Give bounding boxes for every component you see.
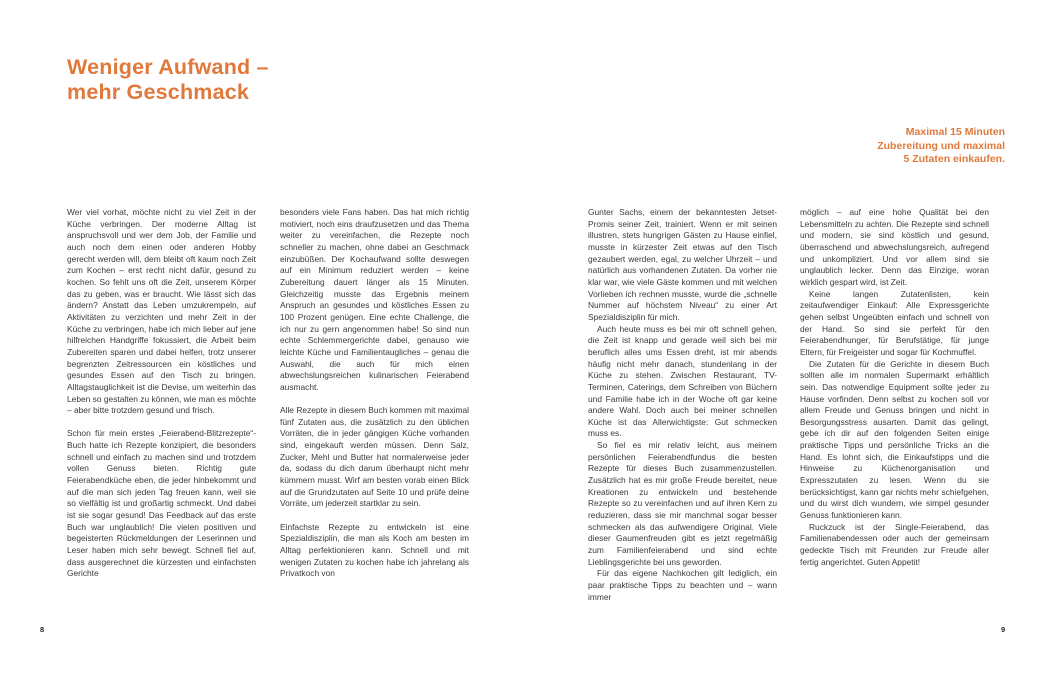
chapter-title-line-2: mehr Geschmack [67,80,250,104]
paragraph: Alle Rezepte in diesem Buch kommen mit maximal fünf Zutaten aus, die zusätzlich zu den üblichen Vorräten, die in jeder gängigen Küche vorhanden sind, eingekauft werden müssen. Denn Salz, Zucker, Mehl und Butter hat normalerweise jeder da, sodass du dich darum überhaupt nicht mehr kümmern musst. Wirf am besten vorab einen Blick auf die Grundzutaten auf Seite 10 und prüfe deine Vorräte, um jederzeit startklar zu sein. [280,405,469,509]
paragraph: Für das eigene Nachkochen gilt lediglich, ein paar praktische Tipps zu beachten und – wann immer [588,568,777,602]
chapter-title [67,55,269,105]
paragraph: Wer viel vorhat, möchte nicht zu viel Zeit in der Küche verbringen. Der moderne Alltag ist anspruchsvoll und wer dem Job, der Familie und auch noch dem einen oder anderen Hobby gerecht werden will, dem bleibt oft kaum noch Zeit zum Kochen – erst recht nicht dafür, gesund zu kochen. So fehlt uns oft die Zeit, unserem Körper das zu geben, was er braucht. Wie lässt sich das ändern? Anstatt das Leben umzukrempeln, auf Aktivitäten zu verzichten und mehr Zeit in der Küche zu verbringen, habe ich mich lieber auf jene hilfreichen Handgriffe fokussiert, die Arbeit beim Zubereiten sparen und dabei helfen, trotz unserer begrenzten Zeitressourcen ein köstliches und gesundes Essen auf den Tisch zu bringen. Alltagstauglichkeit ist die Devise, um weiterhin das Leben so gestalten zu können, wie man es möchte – aber bitte trotzdem gesund und frisch. [67,207,256,416]
callout-line-2: Zubereitung und maximal [877,139,1005,152]
callout-line-3: 5 Zutaten einkaufen. [903,153,1005,165]
text-column-1 [67,207,256,580]
paragraph: Gunter Sachs, einem der bekanntesten Jetset-Promis seiner Zeit, trainiert. Wenn er mit seinen illustren, stets hungrigen Gästen zu Hause einfiel, musste in kürzester Zeit etwas auf den Tisch gezaubert werden, egal, zu welcher Uhrzeit – und natürlich aus vorhandenen Zutaten. Da vorher nie klar war, wie viele Gäste kommen und mit welchen Vorlieben ich rechnen musste, wurde die „schnelle Nummer auf höchstem Niveau“ zu einer Art Spezialdisziplin für mich. [588,207,777,322]
page-number-left: 8 [40,625,45,634]
page-number-right: 9 [1001,625,1006,634]
paragraph: möglich – auf eine hohe Qualität bei den Lebensmitteln zu achten. Die Rezepte sind schnell und modern, sie sind köstlich und gesund, überraschend und abwechslungsreich, aufregend und unkompliziert. Und vor allem sind sie unglaublich lecker. Denn das Einzige, woran wirklich gespart wird, ist Zeit. [800,207,989,287]
paragraph: Einfachste Rezepte zu entwickeln ist eine Spezialdisziplin, die man als Koch am besten im Alltag perfektionieren kann. Schnell und mit wenigen Zutaten zu kochen habe ich jahrelang als Privatkoch von [280,521,469,579]
paragraph: Auch heute muss es bei mir oft schnell gehen, die Zeit ist knapp und gerade weil sich bei mir beruflich alles ums Essen dreht, ist mir abends häufig nicht mehr danach, stundenlang in der Küche zu stehen. Zwischen Restaurant, TV-Terminen, Caterings, dem Schreiben von Büchern und Familie habe ich in der Woche oft gar keine andere Wahl. Doch auch bei meiner schnellen Küche ist das Allerwichtigste: Gut schmecken muss es. [588,323,777,439]
paragraph: Ruckzuck ist der Single-Feierabend, das Familienabendessen oder auch der gemeinsam gedeckte Tisch mit Freunden zur Freude aller fertig angerichtet. Guten Appetit! [800,521,989,567]
callout-line-1: Maximal 15 Minuten [905,126,1005,138]
text-column-3 [588,207,777,603]
paragraph: besonders viele Fans haben. Das hat mich richtig motiviert, noch eins draufzusetzen und das Thema weiter zu vereinfachen, die Rezepte noch schneller zu machen, ohne dabei an Geschmack einzubüßen. Der Kochaufwand sollte deswegen auf ein Minimum reduziert werden – keine Zubereitung dauert länger als 15 Minuten. Gleichzeitig musste das Ergebnis meinem Anspruch an gesundes und köstliches Essen zu 100 Prozent genügen. Eine echte Challenge, die ich nur zu gern angenommen habe! So sind nun echte Schlemmergerichte dabei, genauso wie leichte Küche und Familientaugliches – genau die Auswahl, die auch für mich einen abwechslungsreichen kulinarischen Feierabend ausmacht. [280,207,469,392]
paragraph: So fiel es mir relativ leicht, aus meinem persönlichen Feierabendfundus die besten Rezepte für dieses Buch zusammenzustellen. Zusätzlich hat es mir große Freude bereitet, neue Kreationen zu entwickeln und bestehende Rezepte so zu vereinfachen und auf ihren Kern zu reduzieren, dass sie mir manchmal sogar besser schmecken als das aufwendigere Original. Viele dieser Gaumenfreuden gibt es jetzt regelmäßig zum Familienfeierabend und sind echte Lieblingsgerichte bei uns geworden. [588,440,777,567]
paragraph: Schon für mein erstes „Feierabend-Blitzrezepte“-Buch hatte ich Rezepte konzipiert, die besonders schnell und einfach zu machen sind und trotzdem vollen Genuss bieten. Richtig gute Feierabendküche eben, die jeder hinbekommt und auf die man sich jeden Tag freuen kann, weil sie so vielfältig ist und großartig schmeckt. Und dabei ist sie sogar gesund! Das Feedback auf das erste Buch war unglaublich! Die vielen positiven und begeisterten Rückmeldungen der Leserinnen und Leser haben mich sehr bewegt. Schnell fiel auf, dass ausgerechnet die kürzesten und einfachsten Gerichte [67,428,256,579]
chapter-title-line-1: Weniger Aufwand – [67,55,269,79]
text-column-4 [800,207,989,568]
paragraph: Keine langen Zutatenlisten, kein zeitaufwendiger Einkauf: Alle Expressgerichte gehen selbst Ungeübten einfach und schnell von der Hand. So sind sie perfekt für den Feierabendhunger, für Berufstätige, für junge Eltern, für Freigeister und sogar für Kochmuffel. [800,288,989,357]
intro-callout [745,126,1005,167]
text-column-2 [280,207,469,580]
paragraph: Die Zutaten für die Gerichte in diesem Buch sollten alle im normalen Supermarkt erhältlich sein. Das notwendige Equipment sollte jeder zu Hause vorfinden. Denn selbst zu kochen soll vor allem Freude und Genuss bringen und nicht in Besorgungsstress ausarten. Damit das gelingt, gebe ich dir auf den folgenden Seiten einige praktische Tipps und persönliche Tricks an die Hand. Es lohnt sich, die Einkaufstipps und die Hinweise zu Küchenorganisation und Expresszutaten zu lesen. Wenn du sie berücksichtigst, kann gar nichts mehr schiefgehen, und du wirst dich wundern, wie simpel gesunder Genuss funktionieren kann. [800,358,989,521]
